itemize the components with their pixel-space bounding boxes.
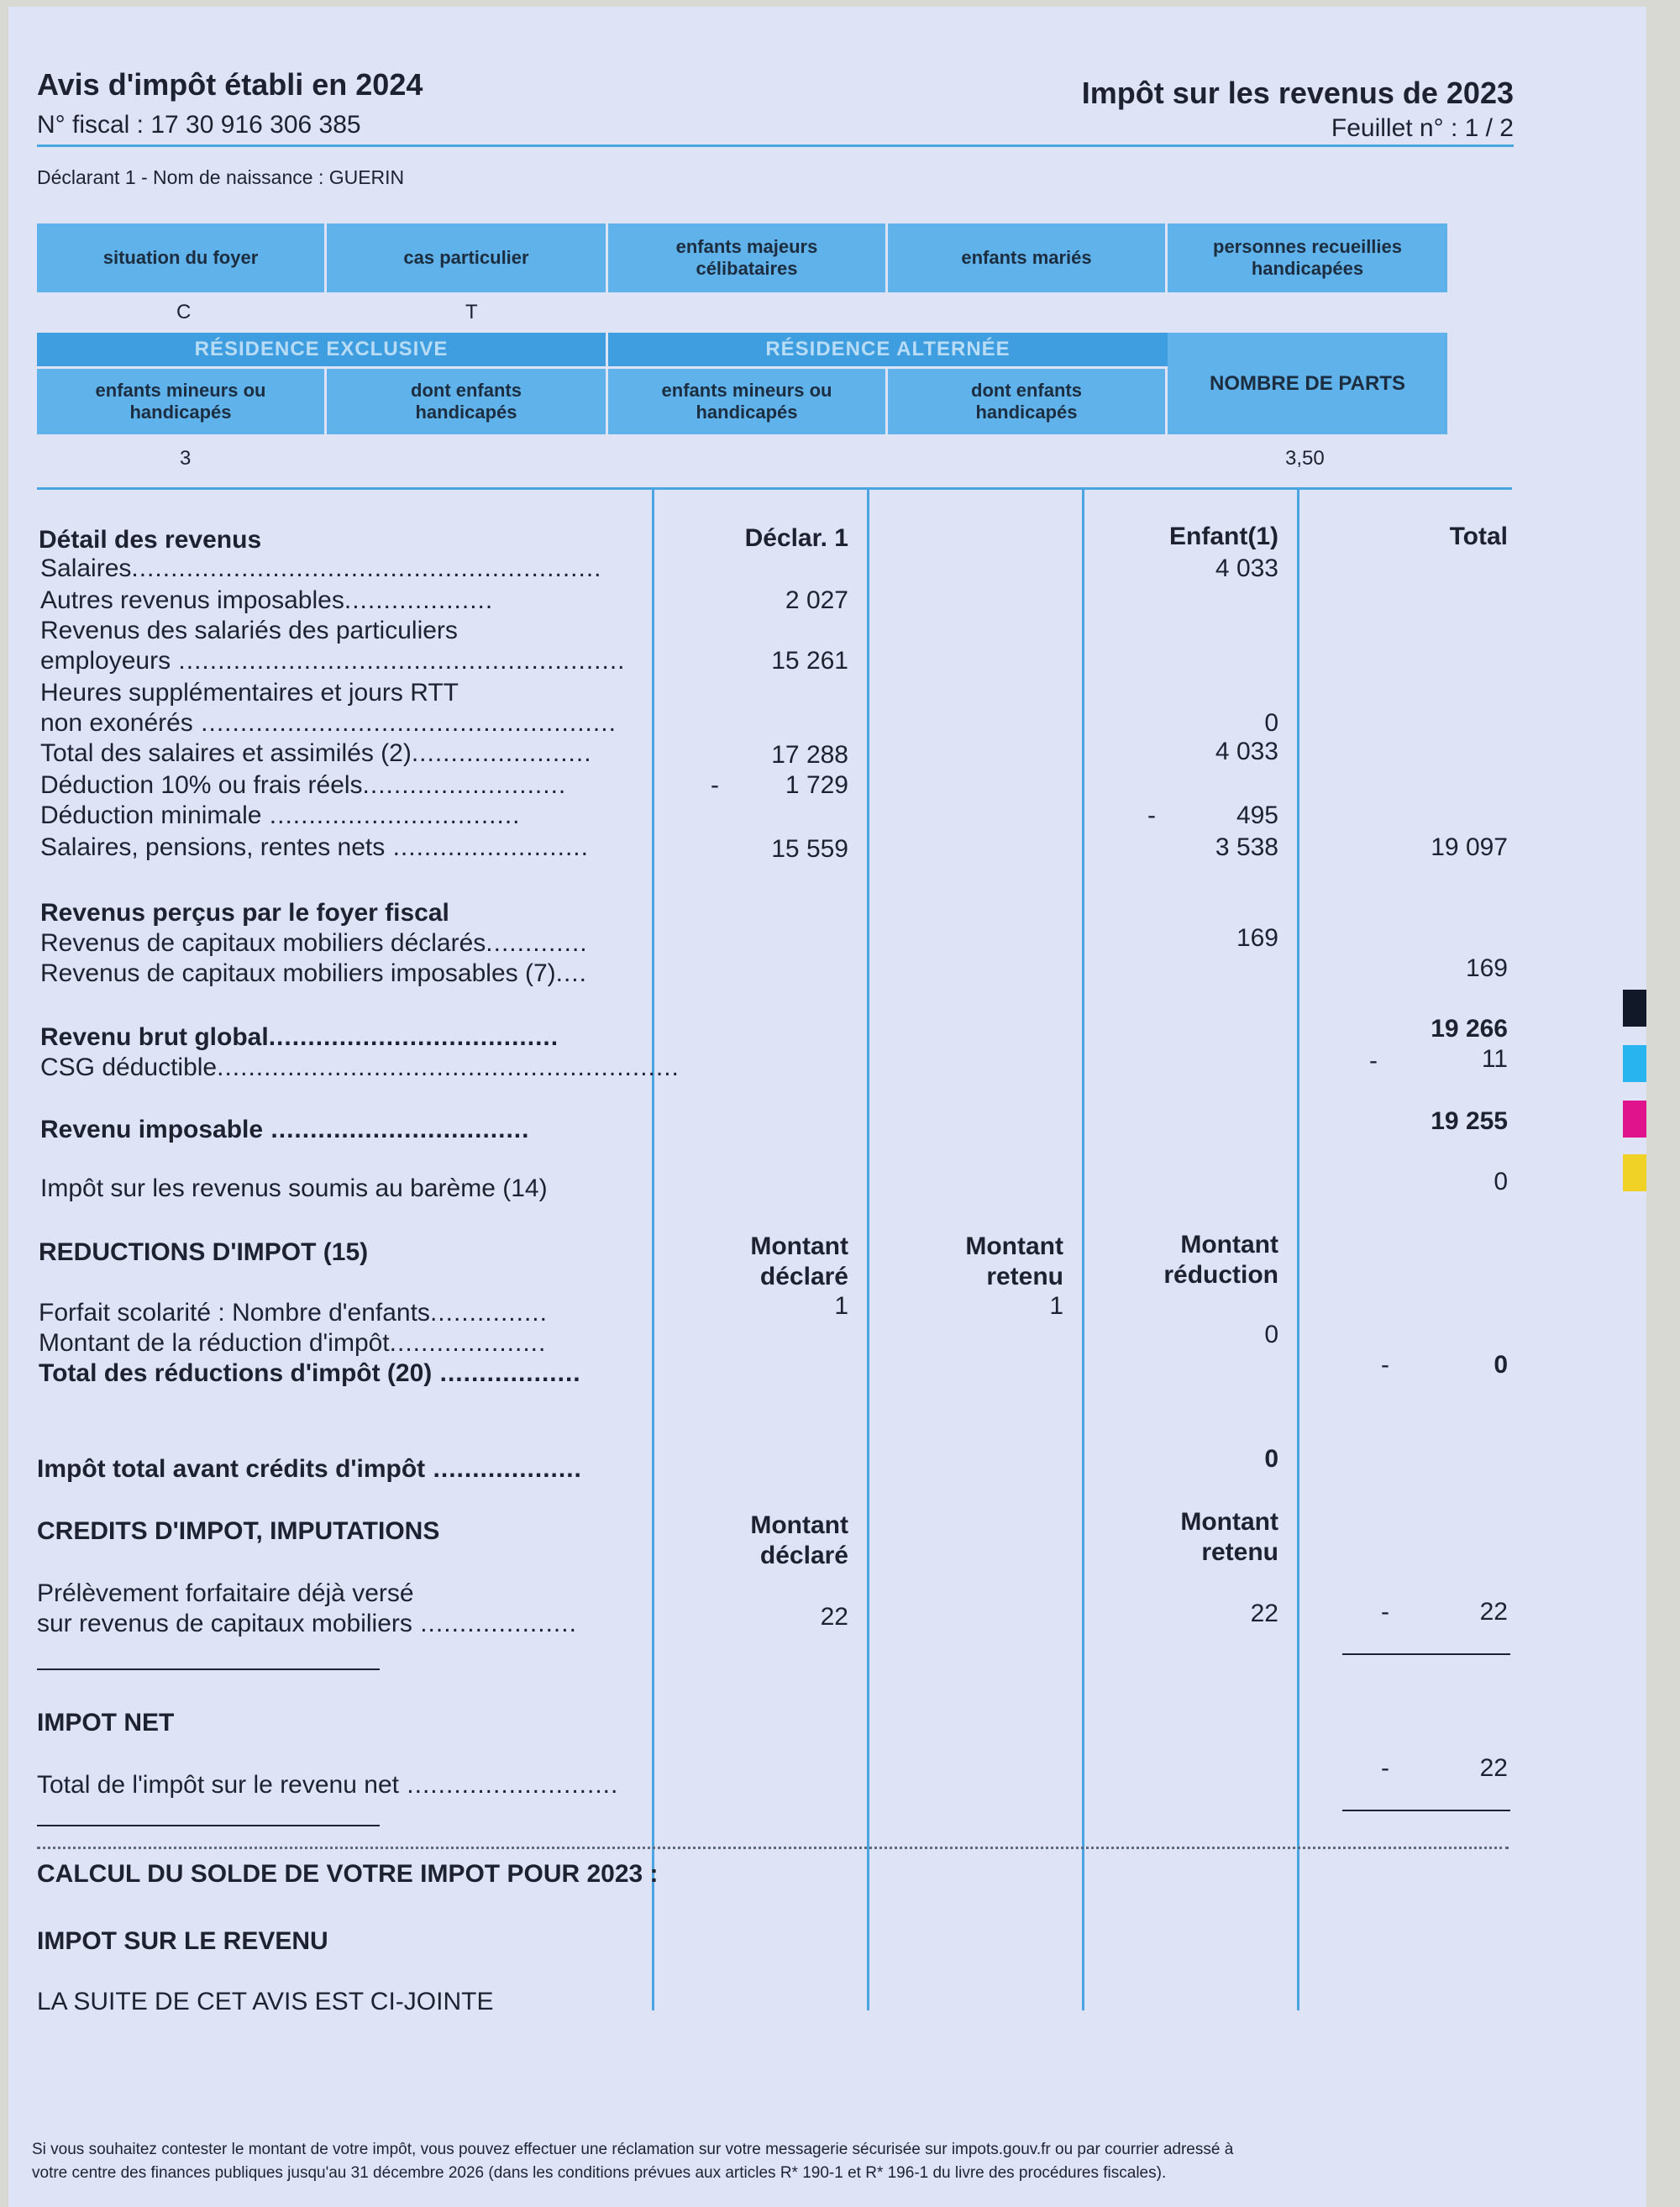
salaires-enfant-value: 4 033 (1215, 554, 1278, 582)
situation-header: enfants majeurs célibataires (608, 223, 888, 292)
row-label: Heures supplémentaires et jours RTT (40, 679, 459, 707)
pfl-declared-value: 22 (820, 1603, 848, 1631)
row-label: Déduction minimale ................................ (40, 801, 521, 829)
situation-header: cas particulier (327, 223, 608, 292)
nets-total-value: 19 097 (1431, 833, 1508, 861)
nets-enfant-value: 3 538 (1215, 833, 1278, 861)
column-header-total: Total (1449, 523, 1508, 550)
pfl-total-sign: - (1381, 1598, 1389, 1626)
row-label: Revenu brut global..................................... (40, 1023, 559, 1051)
total-salaires-declar1-value: 17 288 (771, 741, 848, 769)
residence-subheader: dont enfants handicapés (888, 369, 1168, 434)
total-reductions-sign: - (1381, 1351, 1389, 1379)
table-top-rule (37, 487, 1512, 490)
autres-declar1-value: 2 027 (785, 586, 848, 614)
footer-line: votre centre des finances publiques jusqu'au 31 décembre 2026 (dans les conditions prévues aux articles R* 190-1 et R* 196-1 du livre des procédures fiscales). (32, 2164, 1167, 2182)
row-label: employeurs ......................................................... (40, 647, 626, 675)
situation-value: C (176, 301, 192, 323)
tax-notice-page (8, 7, 1646, 2207)
row-label: Salaires............................................................ (40, 554, 602, 582)
rcm-taxable-value: 169 (1465, 954, 1508, 982)
row-label: Forfait scolarité : Nombre d'enfants............... (39, 1299, 548, 1327)
residence-subheader: dont enfants handicapés (327, 369, 608, 434)
bareme-value: 0 (1494, 1168, 1508, 1195)
deduction10-declar1-value: 1 729 (785, 771, 848, 799)
credits-col-declared: Montant déclaré (750, 1511, 848, 1569)
income-year-title: Impôt sur les revenus de 2023 (1081, 76, 1514, 110)
csg-value: 11 (1481, 1045, 1508, 1073)
declarant-name: Déclarant 1 - Nom de naissance : GUERIN (37, 166, 405, 188)
row-label: Revenus de capitaux mobiliers déclarés............. (40, 929, 588, 957)
column-divider (652, 490, 654, 2010)
row-label: Total de l'impôt sur le revenu net ........................... (37, 1771, 619, 1799)
impot-avant-credits-value: 0 (1264, 1445, 1278, 1473)
suite-notice: LA SUITE DE CET AVIS EST CI-JOINTE (37, 1988, 494, 2015)
dotted-separator (37, 1847, 1509, 1849)
column-divider (1297, 490, 1299, 2010)
forfait-retenu-value: 1 (1049, 1292, 1063, 1320)
situation-header: enfants mariés (888, 223, 1168, 292)
net-section-title: IMPOT NET (37, 1709, 175, 1737)
net-value: 22 (1479, 1754, 1508, 1782)
solde-section-title: CALCUL DU SOLDE DE VOTRE IMPOT POUR 2023 : (37, 1860, 659, 1888)
column-header-declar1: Déclar. 1 (744, 524, 848, 552)
column-divider (1082, 490, 1084, 2010)
revenu-imposable-value: 19 255 (1431, 1107, 1508, 1135)
net-sign: - (1381, 1754, 1389, 1782)
footer-line: Si vous souhaitez contester le montant de votre impôt, vous pouvez effectuer une réclamation sur votre messagerie sécurisée sur impots.gouv.fr ou par courrier adressé à (32, 2141, 1234, 2158)
row-label: Impôt total avant crédits d'impôt ................... (37, 1455, 582, 1483)
total-underline (1342, 1653, 1510, 1655)
rcm-declared-value: 169 (1236, 924, 1278, 952)
pfl-retenu-value: 22 (1250, 1600, 1278, 1627)
row-label: Salaires, pensions, rentes nets ......................... (40, 833, 589, 861)
cas-particulier-value: T (465, 301, 478, 323)
row-label: Revenus des salariés des particuliers (40, 617, 458, 644)
revenus-section-title: Détail des revenus (39, 526, 262, 554)
section-underline (37, 1668, 380, 1670)
row-label: CSG déductible........................................................... (40, 1054, 680, 1081)
row-label: Revenu imposable ................................. (40, 1116, 530, 1143)
reductions-col-declared: Montant déclaré (750, 1232, 848, 1290)
total-reductions-value: 0 (1494, 1351, 1508, 1379)
row-label: sur revenus de capitaux mobiliers .................... (37, 1610, 577, 1637)
row-label: Déduction 10% ou frais réels.......................... (40, 771, 567, 799)
impot-revenu-heading: IMPOT SUR LE REVENU (37, 1927, 328, 1955)
column-divider (867, 490, 869, 2010)
residence-exclusive-band: RÉSIDENCE EXCLUSIVE (37, 333, 608, 366)
residence-subheader-row (37, 369, 1168, 434)
total-salaires-enfant-value: 4 033 (1215, 738, 1278, 765)
deduction-min-sign: - (1147, 801, 1156, 829)
situation-header-row (37, 223, 1447, 292)
reductions-section-title: REDUCTIONS D'IMPOT (15) (39, 1238, 369, 1266)
residence-band-row (37, 333, 1168, 366)
color-swatch-black (1623, 990, 1646, 1027)
fiscal-number: N° fiscal : 17 30 916 306 385 (37, 111, 361, 139)
header-rule (37, 145, 1514, 147)
heures-enfant-value: 0 (1264, 709, 1278, 737)
credits-section-title: CREDITS D'IMPOT, IMPUTATIONS (37, 1517, 440, 1545)
row-label: Prélèvement forfaitaire déjà versé (37, 1579, 414, 1607)
reductions-col-retenu: Montant retenu (965, 1232, 1063, 1290)
color-swatch-cyan (1623, 1045, 1646, 1082)
deduction-min-enfant-value: 495 (1236, 801, 1278, 829)
row-label: non exonérés ..................................................... (40, 709, 617, 737)
total-underline (1342, 1810, 1510, 1811)
row-label: Total des salaires et assimilés (2)....................... (40, 739, 592, 767)
nets-declar1-value: 15 559 (771, 835, 848, 863)
situation-header: situation du foyer (37, 223, 327, 292)
section-underline (37, 1825, 380, 1826)
row-label: Autres revenus imposables................... (40, 586, 494, 614)
forfait-declared-value: 1 (834, 1292, 848, 1320)
row-label: Total des réductions d'impôt (20) .................. (39, 1359, 581, 1387)
notice-title: Avis d'impôt établi en 2024 (37, 67, 423, 102)
parts-value: 3,50 (1285, 447, 1325, 470)
column-header-enfant: Enfant(1) (1169, 523, 1278, 550)
situation-header: personnes recueillies handicapées (1168, 223, 1447, 292)
row-label: Revenus de capitaux mobiliers imposables (7).... (40, 959, 587, 987)
revenu-brut-value: 19 266 (1431, 1015, 1508, 1043)
residence-subheader: enfants mineurs ou handicapés (37, 369, 327, 434)
enfants-mineurs-value: 3 (180, 447, 192, 470)
csg-sign: - (1369, 1047, 1378, 1075)
color-swatch-magenta (1623, 1101, 1646, 1138)
foyer-section-title: Revenus perçus par le foyer fiscal (40, 899, 449, 927)
row-label: Impôt sur les revenus soumis au barème (14) (40, 1174, 548, 1202)
particuliers-declar1-value: 15 261 (771, 647, 848, 675)
residence-alternee-band: RÉSIDENCE ALTERNÉE (608, 333, 1168, 366)
row-label: Montant de la réduction d'impôt.................... (39, 1329, 547, 1357)
color-swatch-yellow (1623, 1154, 1646, 1191)
deduction10-sign: - (711, 771, 719, 799)
reduction-amount-value: 0 (1264, 1321, 1278, 1348)
reductions-col-reduction: Montant réduction (1163, 1231, 1278, 1289)
parts-header: NOMBRE DE PARTS (1168, 333, 1447, 434)
credits-col-retenu: Montant retenu (1180, 1508, 1278, 1566)
residence-subheader: enfants mineurs ou handicapés (608, 369, 888, 434)
sheet-number: Feuillet n° : 1 / 2 (1331, 114, 1514, 142)
pfl-total-value: 22 (1479, 1598, 1508, 1626)
